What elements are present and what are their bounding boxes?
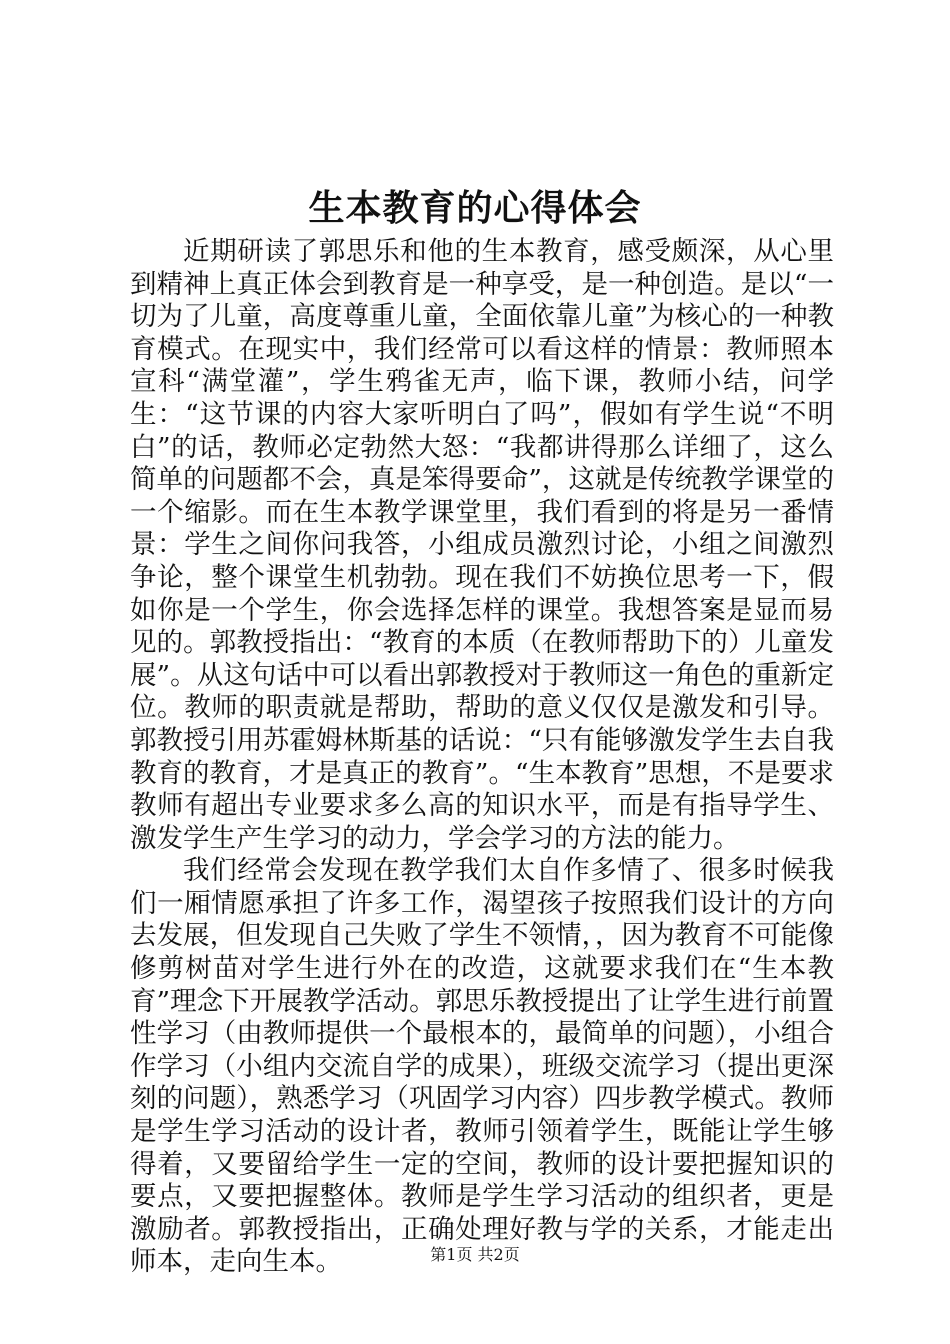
- document-title: 生本教育的心得体会: [308, 187, 642, 229]
- document-body: [130, 236, 834, 1279]
- page-number: 第1页 共2页: [430, 1245, 520, 1264]
- paragraph-1: 近期研读了郭思乐和他的生本教育，感受颇深，从心里到精神上真正体会到教育是一种享受，是一种创造。是以“一切为了儿童，高度尊重儿童，全面依靠儿童”为核心的一种教育模式。在现实中，我们经常可以看这样的情景：教师照本宣科“满堂灌”，学生鸦雀无声，临下课，教师小结，问学生：“这节课的内容大家听明白了吗”，假如有学生说“不明白”的话，教师必定勃然大怒：“我都讲得那么详细了，这么简单的问题都不会，真是笨得要命”，这就是传统教学课堂的一个缩影。而在生本教学课堂里，我们看到的将是另一番情景：学生之间你问我答，小组成员激烈讨论，小组之间激烈争论，整个课堂生机勃勃。现在我们不妨换位思考一下，假如你是一个学生，你会选择怎样的课堂。我想答案是显而易见的。郭教授指出：“教育的本质（在教师帮助下的）儿童发展”。从这句话中可以看出郭教授对于教师这一角色的重新定位。教师的职责就是帮助，帮助的意义仅仅是激发和引导。郭教授引用苏霍姆林斯基的话说：“只有能够激发学生去自我教育的教育，才是真正的教育”。“生本教育”思想，不是要求教师有超出专业要求多么高的知识水平，而是有指导学生、激发学生产生学习的动力，学会学习的方法的能力。: [130, 236, 834, 854]
- paragraph-2: 我们经常会发现在教学我们太自作多情了、很多时候我们一厢情愿承担了许多工作，渴望孩子按照我们设计的方向去发展，但发现自己失败了学生不领情，，因为教育不可能像修剪树苗对学生进行外在的改造，这就要求我们在“生本教育”理念下开展教学活动。郭思乐教授提出了让学生进行前置性学习（由教师提供一个最根本的，最简单的问题），小组合作学习（小组内交流自学的成果），班级交流学习（提出更深刻的问题），熟悉学习（巩固学习内容）四步教学模式。教师是学生学习活动的设计者，教师引领着学生，既能让学生够得着，又要留给学生一定的空间，教师的设计要把握知识的要点，又要把握整体。教师是学生学习活动的组织者，更是激励者。郭教授指出，正确处理好教与学的关系，才能走出师本，走向生本。: [130, 855, 834, 1278]
